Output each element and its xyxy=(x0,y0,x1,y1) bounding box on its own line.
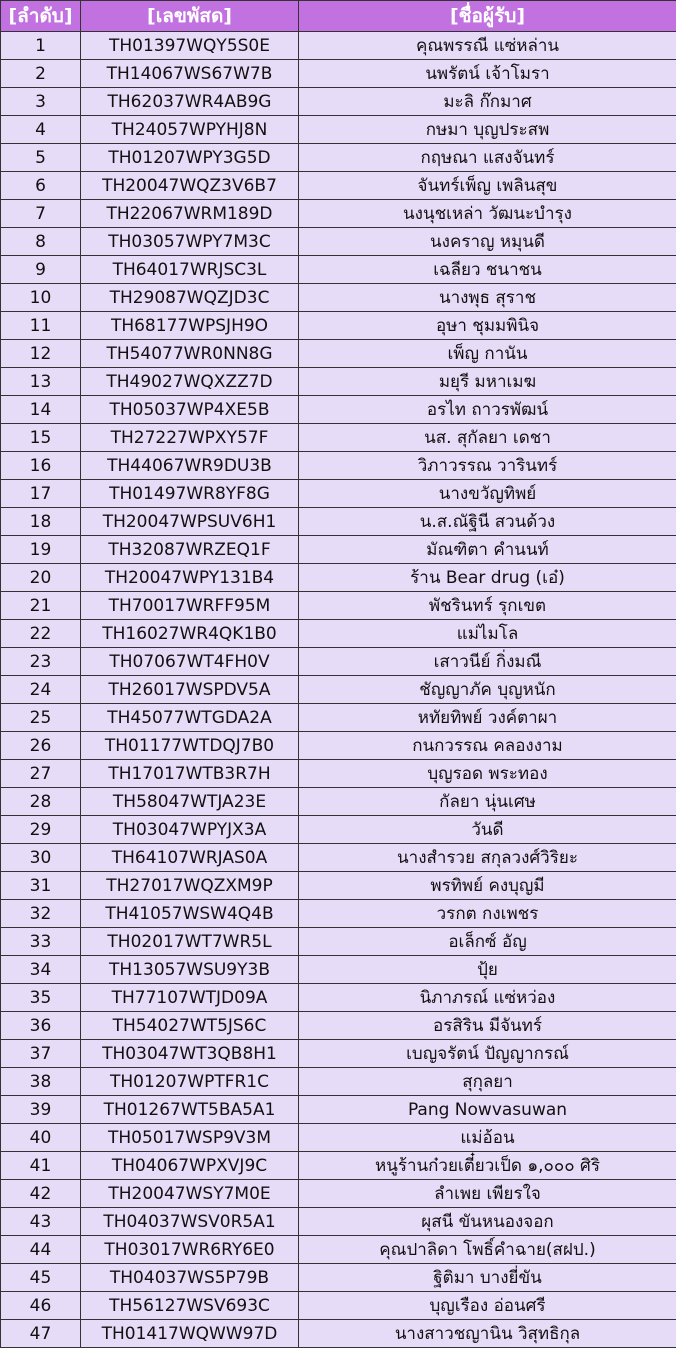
row-recipient-name: มัณฑิตา คำนนท์ xyxy=(299,536,676,564)
row-recipient-name: อรสิริน มีจันทร์ xyxy=(299,1012,676,1040)
row-tracking-number: TH01497WR8YF8G xyxy=(81,480,299,508)
row-recipient-name: กนกวรรณ คลองงาม xyxy=(299,732,676,760)
table-row xyxy=(1,844,676,872)
row-recipient-name: บุญรอด พระทอง xyxy=(299,760,676,788)
header-order: [ลำดับ] xyxy=(1,1,81,32)
row-order: 44 xyxy=(1,1236,81,1264)
row-tracking-number: TH41057WSW4Q4B xyxy=(81,900,299,928)
row-recipient-name: เสาวนีย์ กิ่งมณี xyxy=(299,648,676,676)
row-recipient-name: มยุรี มหาเมฆ xyxy=(299,368,676,396)
row-order: 35 xyxy=(1,984,81,1012)
table-row xyxy=(1,1152,676,1180)
row-recipient-name: ปุ้ย xyxy=(299,956,676,984)
table-row xyxy=(1,872,676,900)
row-recipient-name: Pang Nowvasuwan xyxy=(299,1096,676,1124)
row-order: 13 xyxy=(1,368,81,396)
row-tracking-number: TH20047WPY131B4 xyxy=(81,564,299,592)
row-tracking-number: TH77107WTJD09A xyxy=(81,984,299,1012)
row-tracking-number: TH04067WPXVJ9C xyxy=(81,1152,299,1180)
header-tracking-number: [เลขพัสด] xyxy=(81,1,299,32)
table-row xyxy=(1,788,676,816)
table-row xyxy=(1,928,676,956)
row-tracking-number: TH54027WT5JS6C xyxy=(81,1012,299,1040)
row-recipient-name: นส. สุกัลยา เดชา xyxy=(299,424,676,452)
row-recipient-name: แม่อ้อน xyxy=(299,1124,676,1152)
row-order: 33 xyxy=(1,928,81,956)
row-tracking-number: TH56127WSV693C xyxy=(81,1292,299,1320)
row-order: 36 xyxy=(1,1012,81,1040)
row-order: 47 xyxy=(1,1320,81,1348)
table-row xyxy=(1,1264,676,1292)
row-order: 15 xyxy=(1,424,81,452)
row-recipient-name: แม่ไมโล xyxy=(299,620,676,648)
row-tracking-number: TH26017WSPDV5A xyxy=(81,676,299,704)
table-header xyxy=(1,1,676,32)
row-recipient-name: ร้าน Bear drug (เอ๋) xyxy=(299,564,676,592)
row-order: 7 xyxy=(1,200,81,228)
row-recipient-name: สุกุลยา xyxy=(299,1068,676,1096)
row-order: 32 xyxy=(1,900,81,928)
row-order: 6 xyxy=(1,172,81,200)
row-order: 20 xyxy=(1,564,81,592)
row-order: 1 xyxy=(1,32,81,60)
table-row xyxy=(1,956,676,984)
table-row xyxy=(1,396,676,424)
row-recipient-name: นางขวัญทิพย์ xyxy=(299,480,676,508)
table-row xyxy=(1,60,676,88)
row-order: 31 xyxy=(1,872,81,900)
row-recipient-name: วิภาวรรณ วารินทร์ xyxy=(299,452,676,480)
row-tracking-number: TH64017WRJSC3L xyxy=(81,256,299,284)
row-recipient-name: พัชรินทร์ รุกเขต xyxy=(299,592,676,620)
row-order: 40 xyxy=(1,1124,81,1152)
table-row xyxy=(1,116,676,144)
row-order: 37 xyxy=(1,1040,81,1068)
row-recipient-name: คุณปาลิดา โพธิ์คำฉาย(สฝป.) xyxy=(299,1236,676,1264)
row-recipient-name: อรไท ถาวรพัฒน์ xyxy=(299,396,676,424)
row-tracking-number: TH24057WPYHJ8N xyxy=(81,116,299,144)
row-order: 27 xyxy=(1,760,81,788)
table-row xyxy=(1,1320,676,1348)
row-order: 19 xyxy=(1,536,81,564)
table-row xyxy=(1,1096,676,1124)
table-row xyxy=(1,1068,676,1096)
row-recipient-name: นางสำรวย สกุลวงศ์วิริยะ xyxy=(299,844,676,872)
row-order: 10 xyxy=(1,284,81,312)
table-row xyxy=(1,368,676,396)
table-row xyxy=(1,172,676,200)
table-row xyxy=(1,1012,676,1040)
table-row xyxy=(1,424,676,452)
row-tracking-number: TH01177WTDQJ7B0 xyxy=(81,732,299,760)
row-recipient-name: บุญเรือง อ่อนศรี xyxy=(299,1292,676,1320)
row-recipient-name: นพรัตน์ เจ้าโมรา xyxy=(299,60,676,88)
row-recipient-name: คุณพรรณี แซ่หล่าน xyxy=(299,32,676,60)
table-row xyxy=(1,1236,676,1264)
row-tracking-number: TH22067WRM189D xyxy=(81,200,299,228)
row-order: 25 xyxy=(1,704,81,732)
row-order: 41 xyxy=(1,1152,81,1180)
table-row xyxy=(1,536,676,564)
row-tracking-number: TH07067WT4FH0V xyxy=(81,648,299,676)
row-recipient-name: เบญจรัตน์ ปัญญากรณ์ xyxy=(299,1040,676,1068)
row-order: 45 xyxy=(1,1264,81,1292)
row-tracking-number: TH70017WRFF95M xyxy=(81,592,299,620)
header-row xyxy=(1,1,676,32)
row-order: 14 xyxy=(1,396,81,424)
table-row xyxy=(1,816,676,844)
table-row xyxy=(1,732,676,760)
table-row xyxy=(1,1292,676,1320)
row-recipient-name: นิภาภรณ์ แซ่หว่อง xyxy=(299,984,676,1012)
row-recipient-name: ลำเพย เพียรใจ xyxy=(299,1180,676,1208)
table-row xyxy=(1,1180,676,1208)
row-order: 30 xyxy=(1,844,81,872)
row-recipient-name: อเล็กซ์ อัญ xyxy=(299,928,676,956)
row-tracking-number: TH04037WSV0R5A1 xyxy=(81,1208,299,1236)
row-recipient-name: นงนุชเหล่า วัฒนะบำรุง xyxy=(299,200,676,228)
table-row xyxy=(1,228,676,256)
row-order: 23 xyxy=(1,648,81,676)
row-tracking-number: TH04037WS5P79B xyxy=(81,1264,299,1292)
row-order: 3 xyxy=(1,88,81,116)
row-order: 28 xyxy=(1,788,81,816)
table-row xyxy=(1,564,676,592)
row-order: 22 xyxy=(1,620,81,648)
table-row xyxy=(1,340,676,368)
row-recipient-name: นางสาวชญานิน วิสุทธิกุล xyxy=(299,1320,676,1348)
row-tracking-number: TH45077WTGDA2A xyxy=(81,704,299,732)
row-order: 26 xyxy=(1,732,81,760)
table-row xyxy=(1,88,676,116)
row-recipient-name: อุษา ชุมมพินิจ xyxy=(299,312,676,340)
row-tracking-number: TH27227WPXY57F xyxy=(81,424,299,452)
row-tracking-number: TH03047WPYJX3A xyxy=(81,816,299,844)
row-tracking-number: TH27017WQZXM9P xyxy=(81,872,299,900)
row-tracking-number: TH14067WS67W7B xyxy=(81,60,299,88)
row-tracking-number: TH54077WR0NN8G xyxy=(81,340,299,368)
row-tracking-number: TH05017WSP9V3M xyxy=(81,1124,299,1152)
table-row xyxy=(1,620,676,648)
table-body xyxy=(1,32,676,1348)
row-tracking-number: TH16027WR4QK1B0 xyxy=(81,620,299,648)
row-recipient-name: นงคราญ หมุนดี xyxy=(299,228,676,256)
row-tracking-number: TH01267WT5BA5A1 xyxy=(81,1096,299,1124)
row-order: 34 xyxy=(1,956,81,984)
row-order: 2 xyxy=(1,60,81,88)
row-order: 17 xyxy=(1,480,81,508)
row-recipient-name: กษมา บุญประสพ xyxy=(299,116,676,144)
row-tracking-number: TH29087WQZJD3C xyxy=(81,284,299,312)
row-order: 4 xyxy=(1,116,81,144)
row-recipient-name: จันทร์เพ็ญ เพลินสุข xyxy=(299,172,676,200)
row-tracking-number: TH64107WRJAS0A xyxy=(81,844,299,872)
row-tracking-number: TH03047WT3QB8H1 xyxy=(81,1040,299,1068)
table-row xyxy=(1,760,676,788)
row-tracking-number: TH20047WSY7M0E xyxy=(81,1180,299,1208)
row-tracking-number: TH05037WP4XE5B xyxy=(81,396,299,424)
row-recipient-name: พรทิพย์ คงบุญมี xyxy=(299,872,676,900)
table-row xyxy=(1,900,676,928)
table-row xyxy=(1,648,676,676)
row-tracking-number: TH44067WR9DU3B xyxy=(81,452,299,480)
row-order: 29 xyxy=(1,816,81,844)
row-tracking-number: TH20047WPSUV6H1 xyxy=(81,508,299,536)
row-recipient-name: มะลิ ก๊กมาศ xyxy=(299,88,676,116)
row-order: 11 xyxy=(1,312,81,340)
row-recipient-name: เฉลียว ชนาชน xyxy=(299,256,676,284)
row-order: 38 xyxy=(1,1068,81,1096)
table-row xyxy=(1,144,676,172)
row-order: 39 xyxy=(1,1096,81,1124)
row-recipient-name: เพ็ญ กานัน xyxy=(299,340,676,368)
row-order: 12 xyxy=(1,340,81,368)
row-tracking-number: TH68177WPSJH9O xyxy=(81,312,299,340)
row-recipient-name: ผุสนี ขันหนองจอก xyxy=(299,1208,676,1236)
row-order: 42 xyxy=(1,1180,81,1208)
row-order: 24 xyxy=(1,676,81,704)
row-tracking-number: TH62037WR4AB9G xyxy=(81,88,299,116)
row-tracking-number: TH13057WSU9Y3B xyxy=(81,956,299,984)
row-order: 18 xyxy=(1,508,81,536)
row-order: 9 xyxy=(1,256,81,284)
row-recipient-name: วรกต กงเพชร xyxy=(299,900,676,928)
row-tracking-number: TH02017WT7WR5L xyxy=(81,928,299,956)
table-row xyxy=(1,984,676,1012)
row-tracking-number: TH03057WPY7M3C xyxy=(81,228,299,256)
table-row xyxy=(1,200,676,228)
table-row xyxy=(1,704,676,732)
row-recipient-name: วันดี xyxy=(299,816,676,844)
table-row xyxy=(1,1040,676,1068)
row-recipient-name: น.ส.ณัฐินี สวนด้วง xyxy=(299,508,676,536)
table-row xyxy=(1,508,676,536)
row-tracking-number: TH03017WR6RY6E0 xyxy=(81,1236,299,1264)
row-order: 21 xyxy=(1,592,81,620)
row-order: 43 xyxy=(1,1208,81,1236)
row-order: 8 xyxy=(1,228,81,256)
row-recipient-name: หทัยทิพย์ วงค์ตาผา xyxy=(299,704,676,732)
table-row xyxy=(1,592,676,620)
row-order: 5 xyxy=(1,144,81,172)
table-row xyxy=(1,676,676,704)
row-tracking-number: TH01207WPTFR1C xyxy=(81,1068,299,1096)
row-recipient-name: นางพุธ สุราช xyxy=(299,284,676,312)
row-tracking-number: TH17017WTB3R7H xyxy=(81,760,299,788)
table-row xyxy=(1,1208,676,1236)
row-recipient-name: หนูร้านก๋วยเตี๋ยวเป็ด ๑,๐๐๐ ศิริ xyxy=(299,1152,676,1180)
row-order: 16 xyxy=(1,452,81,480)
header-recipient-name: [ชื่อผู้รับ] xyxy=(299,1,676,32)
row-recipient-name: กัลยา นุ่นเศษ xyxy=(299,788,676,816)
table-row xyxy=(1,32,676,60)
table-row xyxy=(1,284,676,312)
table-row xyxy=(1,256,676,284)
row-tracking-number: TH32087WRZEQ1F xyxy=(81,536,299,564)
row-tracking-number: TH58047WTJA23E xyxy=(81,788,299,816)
row-tracking-number: TH01397WQY5S0E xyxy=(81,32,299,60)
table-row xyxy=(1,312,676,340)
row-tracking-number: TH49027WQXZZ7D xyxy=(81,368,299,396)
row-tracking-number: TH01417WQWW97D xyxy=(81,1320,299,1348)
row-recipient-name: ชัญญาภัค บุญหนัก xyxy=(299,676,676,704)
table-row xyxy=(1,1124,676,1152)
row-order: 46 xyxy=(1,1292,81,1320)
table-row xyxy=(1,480,676,508)
row-tracking-number: TH01207WPY3G5D xyxy=(81,144,299,172)
row-recipient-name: ฐิติมา บางยี่ขัน xyxy=(299,1264,676,1292)
row-tracking-number: TH20047WQZ3V6B7 xyxy=(81,172,299,200)
table-row xyxy=(1,452,676,480)
row-recipient-name: กฤษณา แสงจันทร์ xyxy=(299,144,676,172)
